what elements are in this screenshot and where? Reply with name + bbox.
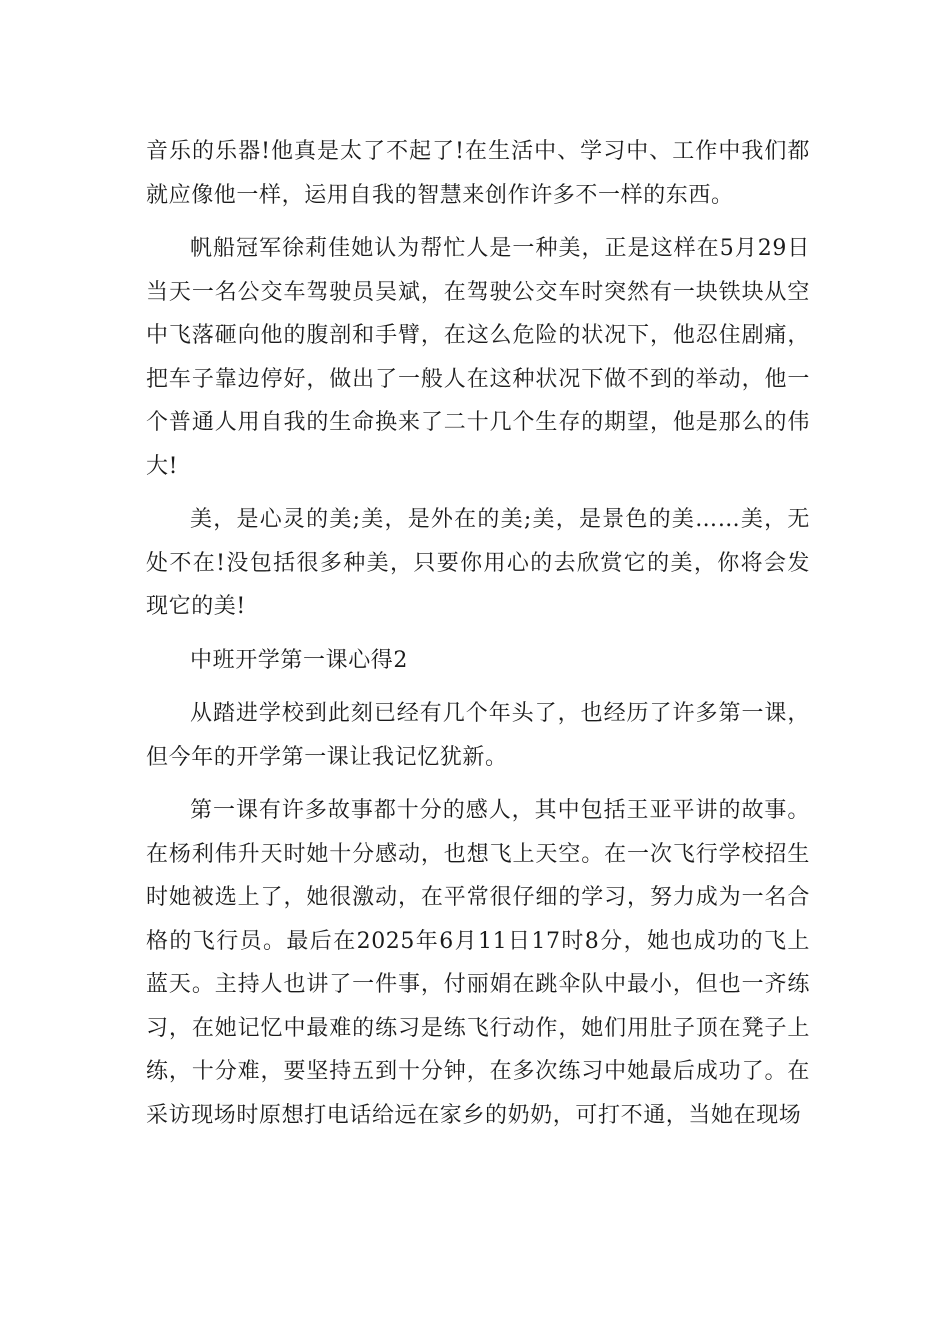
paragraph-2: 帆船冠军徐莉佳她认为帮忙人是一种美，正是这样在5月29日当天一名公交车驾驶员吴斌，在驾驶公交车时突然有一块铁块从空中飞落砸向他的腹剖和手臂，在这么危险的状况下，他忍住剧痛，把车子靠边停好，做出了一般人在这种状况下做不到的举动，他一个普通人用自我的生命换来了二十几个生存的期望，他是那么的伟大! — [146, 236, 810, 479]
paragraph-6: 第一课有许多故事都十分的感人，其中包括王亚平讲的故事。在杨利伟升天时她十分感动，也想飞上天空。在一次飞行学校招生时她被选上了，她很激动，在平常很仔细的学习，努力成为一名合格的飞行员。最后在2025年6月11日17时8分，她也成功的飞上蓝天。主持人也讲了一件事，付丽娟在跳伞队中最小，但也一齐练习，在她记忆中最难的练习是练飞行动作，她们用肚子顶在凳子上练，十分难，要坚持五到十分钟，在多次练习中她最后成功了。在采访现场时原想打电话给远在家乡的奶奶，可打不通，当她在现场 — [146, 798, 810, 1128]
section-heading: 中班开学第一课心得2 — [190, 647, 408, 673]
paragraph-5: 从踏进学校到此刻已经有几个年头了，也经历了许多第一课，但今年的开学第一课让我记忆犹新。 — [146, 701, 810, 770]
paragraph-1: 音乐的乐器!他真是太了不起了!在生活中、学习中、工作中我们都就应像他一样，运用自我的智慧来创作许多不一样的东西。 — [146, 139, 810, 208]
document-body — [146, 130, 810, 1147]
paragraph-3: 美，是心灵的美;美，是外在的美;美，是景色的美……美，无处不在!没包括很多种美，只要你用心的去欣赏它的美，你将会发现它的美! — [146, 507, 810, 619]
